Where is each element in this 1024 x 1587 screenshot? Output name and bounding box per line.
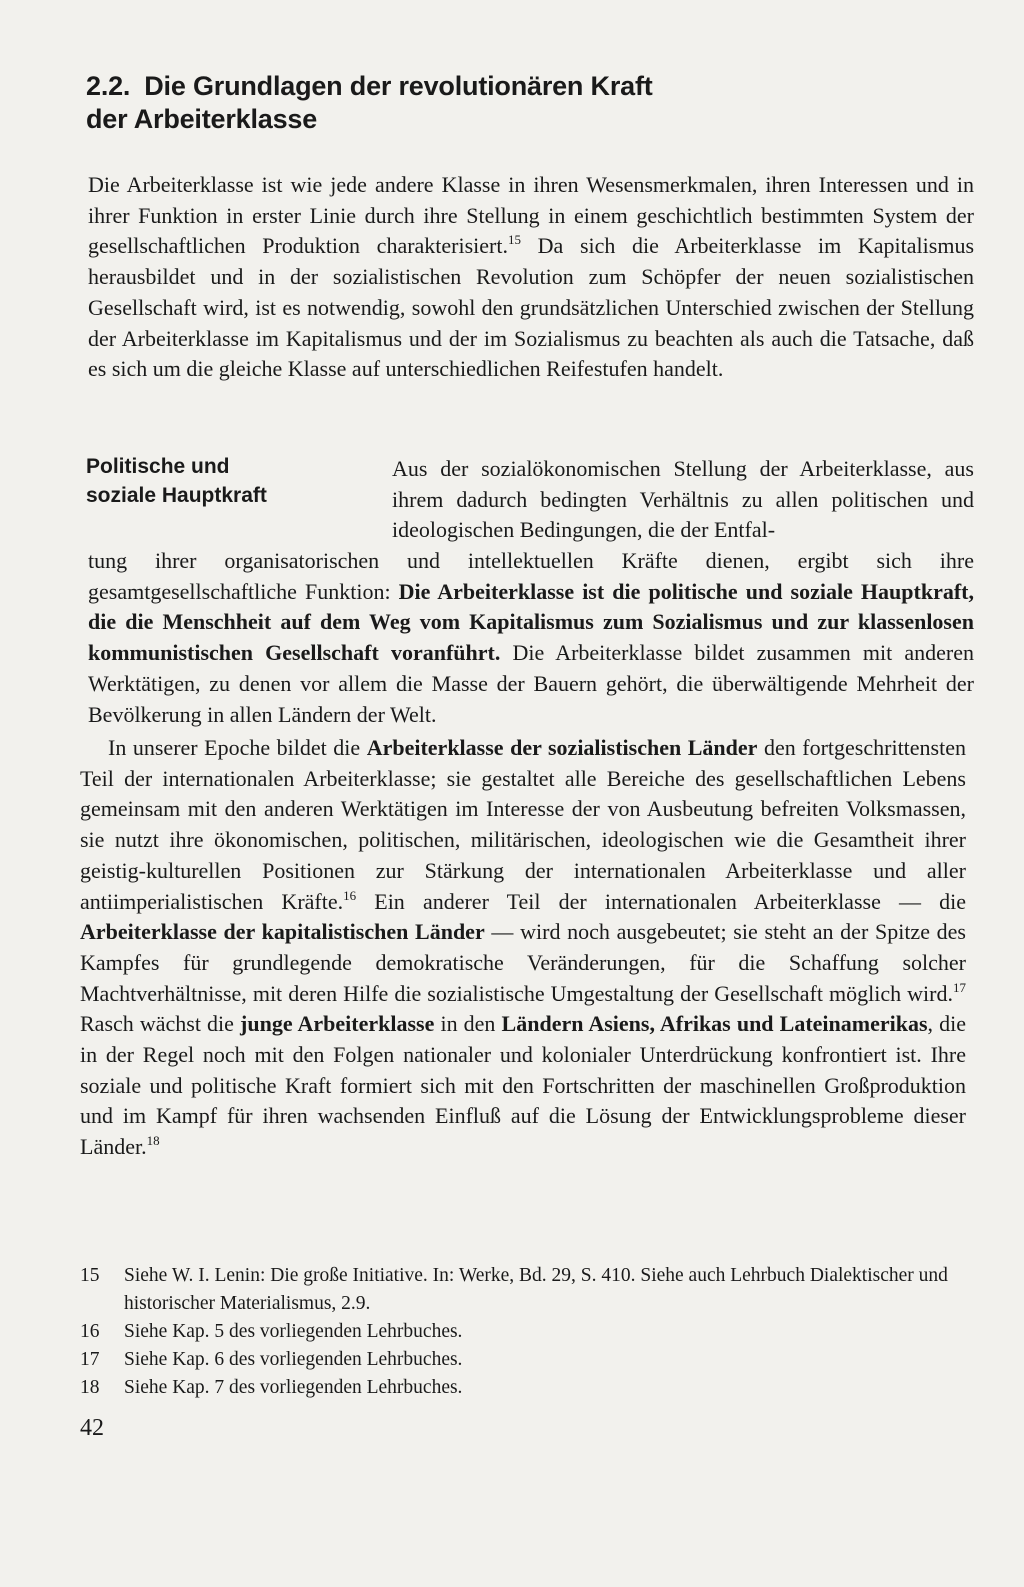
footnote-18	[80, 1374, 970, 1402]
section-title-line1: Die Grundlagen der revolutionären Kraft	[144, 71, 653, 101]
footnote-ref-15: 15	[508, 232, 521, 248]
footnote-15	[80, 1262, 970, 1318]
p3-text-2: den fortgeschrittensten Teil der internationalen Arbeiterklasse; sie gestaltet alle Bereiche des gesellschaftlichen Lebens gemeinsam mit den anderen Werktätigen im Interesse der von Ausbeutung befreiten Volksmassen, sie nutzt ihre ökonomischen, politischen, militärischen, ideologischen wie die Gesamtheit ihrer geistig-kulturellen Positionen zur Stärkung der internationalen Arbeiterklasse und aller antiimperialistischen Kräfte.	[80, 735, 966, 914]
paragraph-hauptkraft-rest	[88, 546, 974, 730]
emphasis-hauptkraft: Die Arbeiterklasse ist die politische und soziale Hauptkraft, die die Menschheit auf dem Weg vom Kapitalismus zum Sozialismus und zur klassenlosen kommunistischen Gesellschaft voranführt.	[88, 578, 974, 666]
page-number: 42	[80, 1415, 104, 1441]
footnote-number: 15	[80, 1265, 100, 1286]
paragraph-hauptkraft-start: Aus der sozialökonomischen Stellung der Arbeiterklasse, aus ihrem dadurch bedingten Verhältnis zu allen politischen und ideologischen Bedingungen, die der Entfal-	[392, 456, 974, 543]
emphasis-laender-asiens: Ländern Asiens, Afrikas und Lateinamerikas	[501, 1011, 928, 1037]
p3-text-1: In unserer Epoche bildet die	[108, 735, 367, 760]
p3-text-3: Ein anderer Teil der internationalen Arbeiterklasse — die	[356, 888, 966, 914]
footnote-text: Siehe Kap. 7 des vorliegenden Lehrbuches.	[124, 1377, 463, 1398]
paragraph-epoche	[80, 733, 966, 1163]
margin-heading	[86, 452, 376, 510]
section-heading	[86, 70, 846, 136]
footnote-number: 18	[80, 1377, 100, 1398]
footnote-16	[80, 1318, 970, 1346]
margin-heading-line2: soziale Hauptkraft	[86, 484, 267, 507]
p3-text-6: in den	[434, 1011, 502, 1037]
footnote-text: Siehe Kap. 6 des vorliegenden Lehrbuches.	[124, 1349, 463, 1370]
footnote-ref-17: 17	[953, 979, 966, 995]
footnote-number: 17	[80, 1349, 100, 1370]
paragraph-hauptkraft-text-b: Die Arbeiterklasse bildet zusammen mit anderen Werktätigen, zu denen vor allem die Masse der Bauern gehört, die überwältigende Mehrheit der Bevölkerung in allen Ländern der Welt.	[88, 640, 974, 727]
footnote-number: 16	[80, 1321, 100, 1342]
p3-text-5: Rasch wächst die	[80, 1011, 241, 1037]
emphasis-sozialistische-laender: Arbeiterklasse der sozialistischen Länder	[366, 735, 758, 760]
section-title-line2: der Arbeiterklasse	[86, 104, 318, 134]
paragraph-hauptkraft-text-a: tung ihrer organisatorischen und intellektuellen Kräfte dienen, ergibt sich ihre gesamtgesellschaftliche Funktion:	[88, 548, 974, 604]
footnote-ref-18: 18	[146, 1133, 160, 1149]
paragraph-intro	[88, 170, 974, 385]
p3-text-7: , die in der Regel noch mit den Folgen nationaler und kolonialer Unterdrückung konfrontiert ist. Ihre soziale und politische Kraft formiert sich mit den Fortschritten der maschinellen Großproduktion und im Kampf für ihren wachsenden Einfluß auf die Lösung der Entwicklungsprobleme dieser Länder.	[80, 1011, 967, 1160]
footnotes	[80, 1262, 970, 1402]
footnote-17	[80, 1346, 970, 1374]
margin-heading-line1: Politische und	[86, 455, 230, 478]
paragraph-intro-text-b: Da sich die Arbeiterklasse im Kapitalismus herausbildet und in der sozialistischen Revolution zum Schöpfer der neuen sozialistischen Gesellschaft wird, ist es notwendig, sowohl den grundsätzlichen Unterschied zwischen der Stellung der Arbeiterklasse im Kapitalismus und der im Sozialismus zu beachten als auch die Tatsache, daß es sich um die gleiche Klasse auf unterschiedlichen Reifestufen handelt.	[88, 233, 975, 382]
footnote-text: Siehe W. I. Lenin: Die große Initiative. In: Werke, Bd. 29, S. 410. Siehe auch Lehrbuch Dialektischer und historischer Materialismus, 2.9.	[124, 1265, 948, 1314]
emphasis-kapitalistische-laender: Arbeiterklasse der kapitalistischen Länder	[80, 919, 485, 945]
paragraph-intro-text-a: Die Arbeiterklasse ist wie jede andere Klasse in ihren Wesensmerkmalen, ihren Interessen und in ihrer Funktion in erster Linie durch ihre Stellung in einem geschichtlich bestimmten System der gesellschaftlichen Produktion charakterisiert.	[88, 172, 974, 259]
footnote-ref-16: 16	[343, 887, 357, 903]
footnote-text: Siehe Kap. 5 des vorliegenden Lehrbuches.	[124, 1321, 463, 1342]
emphasis-junge-arbeiterklasse: junge Arbeiterklasse	[240, 1011, 435, 1037]
section-number: 2.2.	[86, 71, 131, 101]
p3-text-4: — wird noch ausgebeutet; sie steht an der Spitze des Kampfes für grundlegende demokratische Veränderungen, für die Schaffung solcher Machtverhältnisse, mit deren Hilfe die sozialistische Umgestaltung der Gesellschaft möglich wird.	[80, 919, 966, 1006]
